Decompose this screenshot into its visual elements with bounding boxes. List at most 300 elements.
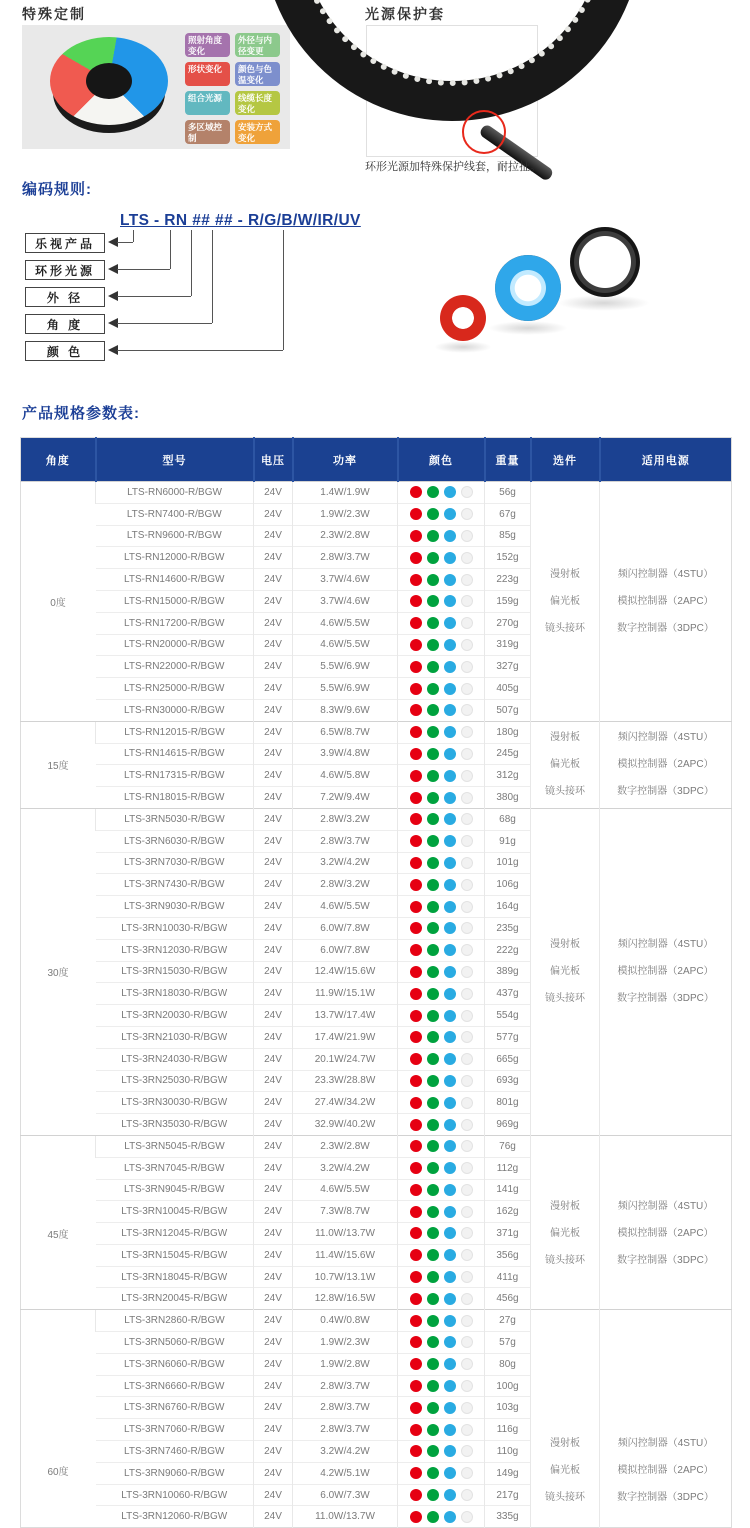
model-cell: LTS-RN22000-R/BGW: [96, 656, 254, 678]
model-cell: LTS-3RN15045-R/BGW: [96, 1244, 254, 1266]
green-dot-icon: [427, 1184, 439, 1196]
model-cell: LTS-3RN7460-R/BGW: [96, 1441, 254, 1463]
power-cell: 0.4W/0.8W: [293, 1310, 398, 1332]
model-cell: LTS-RN20000-R/BGW: [96, 634, 254, 656]
voltage-cell: 24V: [254, 547, 293, 569]
white-dot-icon: [461, 1489, 473, 1501]
color-dots-cell: [398, 830, 485, 852]
red-dot-icon: [410, 835, 422, 847]
model-cell: LTS-3RN30030-R/BGW: [96, 1092, 254, 1114]
model-cell: LTS-3RN5060-R/BGW: [96, 1332, 254, 1354]
white-dot-icon: [461, 683, 473, 695]
green-dot-icon: [427, 530, 439, 542]
red-dot-icon: [410, 1380, 422, 1392]
power-supply-cell-line: 频闪控制器（4STU）: [617, 732, 714, 744]
color-dots-cell: [398, 1441, 485, 1463]
power-supply-cell-line: 数字控制器（3DPC）: [617, 1492, 714, 1504]
voltage-cell: 24V: [254, 896, 293, 918]
green-dot-icon: [427, 595, 439, 607]
red-dot-icon: [410, 1336, 422, 1348]
weight-cell: 235g: [485, 917, 531, 939]
power-cell: 2.3W/2.8W: [293, 525, 398, 547]
model-cell: LTS-RN25000-R/BGW: [96, 678, 254, 700]
power-supply-cell-line: 频闪控制器（4STU）: [617, 939, 714, 951]
options-cell: [531, 482, 600, 722]
power-supply-cell: [600, 1135, 732, 1309]
green-dot-icon: [427, 552, 439, 564]
white-dot-icon: [461, 792, 473, 804]
voltage-cell: 24V: [254, 590, 293, 612]
weight-cell: 217g: [485, 1484, 531, 1506]
green-dot-icon: [427, 1380, 439, 1392]
power-cell: 3.2W/4.2W: [293, 852, 398, 874]
white-dot-icon: [461, 835, 473, 847]
red-dot-icon: [410, 1511, 422, 1523]
white-dot-icon: [461, 1075, 473, 1087]
voltage-cell: 24V: [254, 830, 293, 852]
color-dots-cell: [398, 1114, 485, 1136]
options-cell-line: 漫射板: [550, 732, 580, 744]
voltage-cell: 24V: [254, 852, 293, 874]
voltage-cell: 24V: [254, 1397, 293, 1419]
white-dot-icon: [461, 879, 473, 891]
blue-ring-light-image: [495, 255, 561, 321]
red-dot-icon: [410, 1184, 422, 1196]
color-dots-cell: [398, 1244, 485, 1266]
color-dots-cell: [398, 983, 485, 1005]
blue-dot-icon: [444, 1184, 456, 1196]
voltage-cell: 24V: [254, 678, 293, 700]
power-cell: 2.8W/3.7W: [293, 1375, 398, 1397]
voltage-cell: 24V: [254, 808, 293, 830]
red-dot-icon: [410, 1031, 422, 1043]
power-cell: 3.7W/4.6W: [293, 569, 398, 591]
white-dot-icon: [461, 966, 473, 978]
color-dots-cell: [398, 1332, 485, 1354]
column-header: 型号: [96, 438, 254, 482]
blue-dot-icon: [444, 1162, 456, 1174]
red-dot-icon: [410, 1249, 422, 1261]
white-dot-icon: [461, 901, 473, 913]
model-cell: LTS-3RN5045-R/BGW: [96, 1135, 254, 1157]
power-supply-cell-line: 模拟控制器（2APC）: [617, 595, 714, 607]
red-dot-icon: [410, 617, 422, 629]
model-cell: LTS-3RN20030-R/BGW: [96, 1005, 254, 1027]
red-dot-icon: [410, 726, 422, 738]
white-dot-icon: [461, 1380, 473, 1392]
model-cell: LTS-3RN25030-R/BGW: [96, 1070, 254, 1092]
white-dot-icon: [461, 922, 473, 934]
protective-cover-title: 光源保护套: [365, 6, 445, 22]
white-dot-icon: [461, 508, 473, 520]
color-dots-cell: [398, 1179, 485, 1201]
options-cell-line: 镜头接环: [545, 1255, 585, 1267]
custom-tag: 照射角度变化: [185, 33, 230, 57]
red-circle-annotation: [462, 110, 506, 154]
color-dots-cell: [398, 525, 485, 547]
blue-dot-icon: [444, 552, 456, 564]
color-dots-cell: [398, 1070, 485, 1092]
color-dots-cell: [398, 1310, 485, 1332]
connector-line: [283, 230, 284, 350]
voltage-cell: 24V: [254, 612, 293, 634]
red-dot-icon: [410, 683, 422, 695]
red-dot-icon: [410, 792, 422, 804]
power-supply-cell: [600, 808, 732, 1135]
white-dot-icon: [461, 1402, 473, 1414]
color-dots-cell: [398, 743, 485, 765]
weight-cell: 222g: [485, 939, 531, 961]
color-dots-cell: [398, 852, 485, 874]
voltage-cell: 24V: [254, 1266, 293, 1288]
blue-dot-icon: [444, 835, 456, 847]
white-dot-icon: [461, 1097, 473, 1109]
weight-cell: 80g: [485, 1353, 531, 1375]
ring-shadow: [558, 295, 650, 311]
white-dot-icon: [461, 574, 473, 586]
white-dot-icon: [461, 1184, 473, 1196]
green-dot-icon: [427, 1162, 439, 1174]
red-dot-icon: [410, 748, 422, 760]
weight-cell: 456g: [485, 1288, 531, 1310]
power-cell: 11.0W/13.7W: [293, 1223, 398, 1245]
voltage-cell: 24V: [254, 482, 293, 504]
weight-cell: 56g: [485, 482, 531, 504]
color-dots-cell: [398, 1506, 485, 1528]
special-custom-panel: [22, 25, 290, 149]
voltage-cell: 24V: [254, 1135, 293, 1157]
blue-dot-icon: [444, 813, 456, 825]
power-cell: 2.8W/3.7W: [293, 1419, 398, 1441]
blue-dot-icon: [444, 1053, 456, 1065]
power-cell: 5.5W/6.9W: [293, 656, 398, 678]
green-dot-icon: [427, 1140, 439, 1152]
connector-line: [117, 269, 170, 270]
red-dot-icon: [410, 1402, 422, 1414]
blue-dot-icon: [444, 1445, 456, 1457]
red-dot-icon: [410, 857, 422, 869]
column-header: 适用电源: [600, 438, 732, 482]
blue-dot-icon: [444, 1467, 456, 1479]
model-cell: LTS-RN17315-R/BGW: [96, 765, 254, 787]
green-dot-icon: [427, 966, 439, 978]
blue-dot-icon: [444, 1075, 456, 1087]
weight-cell: 27g: [485, 1310, 531, 1332]
green-dot-icon: [427, 1053, 439, 1065]
color-dots-cell: [398, 699, 485, 721]
weight-cell: 141g: [485, 1179, 531, 1201]
options-cell-line: 镜头接环: [545, 786, 585, 798]
power-cell: 6.0W/7.8W: [293, 917, 398, 939]
white-dot-icon: [461, 1511, 473, 1523]
weight-cell: 101g: [485, 852, 531, 874]
weight-cell: 335g: [485, 1506, 531, 1528]
voltage-cell: 24V: [254, 525, 293, 547]
red-dot-icon: [410, 922, 422, 934]
model-cell: LTS-RN14600-R/BGW: [96, 569, 254, 591]
red-dot-icon: [410, 770, 422, 782]
power-cell: 5.5W/6.9W: [293, 678, 398, 700]
custom-tag: 组合光源: [185, 91, 230, 115]
voltage-cell: 24V: [254, 1462, 293, 1484]
red-dot-icon: [410, 1467, 422, 1479]
voltage-cell: 24V: [254, 656, 293, 678]
power-cell: 4.2W/5.1W: [293, 1462, 398, 1484]
ring-light-color-wheel-image: [50, 37, 168, 135]
options-cell: [531, 808, 600, 1135]
blue-dot-icon: [444, 922, 456, 934]
ring-shadow: [434, 341, 492, 353]
options-cell-line: 偏光板: [550, 1228, 580, 1240]
red-dot-icon: [410, 595, 422, 607]
color-dots-cell: [398, 503, 485, 525]
red-dot-icon: [410, 1097, 422, 1109]
voltage-cell: 24V: [254, 961, 293, 983]
power-cell: 1.9W/2.3W: [293, 1332, 398, 1354]
red-dot-icon: [410, 1162, 422, 1174]
custom-tag: 形状变化: [185, 62, 230, 86]
color-dots-cell: [398, 1353, 485, 1375]
options-cell: [531, 1135, 600, 1309]
voltage-cell: 24V: [254, 1244, 293, 1266]
power-cell: 11.0W/13.7W: [293, 1506, 398, 1528]
white-dot-icon: [461, 770, 473, 782]
blue-dot-icon: [444, 1140, 456, 1152]
blue-dot-icon: [444, 857, 456, 869]
power-cell: 3.2W/4.2W: [293, 1157, 398, 1179]
red-dot-icon: [410, 508, 422, 520]
blue-dot-icon: [444, 1380, 456, 1392]
blue-dot-icon: [444, 1271, 456, 1283]
model-cell: LTS-3RN7060-R/BGW: [96, 1419, 254, 1441]
angle-cell: 45度: [21, 1135, 96, 1309]
model-cell: LTS-3RN9045-R/BGW: [96, 1179, 254, 1201]
color-dots-cell: [398, 1397, 485, 1419]
voltage-cell: 24V: [254, 1157, 293, 1179]
white-dot-icon: [461, 1206, 473, 1218]
voltage-cell: 24V: [254, 1179, 293, 1201]
weight-cell: 112g: [485, 1157, 531, 1179]
weight-cell: 270g: [485, 612, 531, 634]
weight-cell: 76g: [485, 1135, 531, 1157]
red-dot-icon: [410, 1140, 422, 1152]
white-dot-icon: [461, 617, 473, 629]
white-dot-icon: [461, 1162, 473, 1174]
power-supply-cell-line: 数字控制器（3DPC）: [617, 1255, 714, 1267]
weight-cell: 577g: [485, 1026, 531, 1048]
custom-tag: 多区域控制: [185, 120, 230, 144]
white-dot-icon: [461, 704, 473, 716]
voltage-cell: 24V: [254, 1484, 293, 1506]
green-dot-icon: [427, 486, 439, 498]
blue-dot-icon: [444, 1119, 456, 1131]
white-dot-icon: [461, 639, 473, 651]
options-cell-line: 漫射板: [550, 1201, 580, 1213]
model-cell: LTS-3RN21030-R/BGW: [96, 1026, 254, 1048]
weight-cell: 67g: [485, 503, 531, 525]
ring-shadow: [488, 321, 568, 335]
weight-cell: 371g: [485, 1223, 531, 1245]
power-cell: 10.7W/13.1W: [293, 1266, 398, 1288]
red-dot-icon: [410, 1075, 422, 1087]
custom-option-tags: [185, 33, 283, 144]
power-cell: 20.1W/24.7W: [293, 1048, 398, 1070]
power-supply-cell-line: 数字控制器（3DPC）: [617, 786, 714, 798]
blue-dot-icon: [444, 1424, 456, 1436]
connector-line: [170, 230, 171, 269]
white-dot-icon: [461, 1140, 473, 1152]
table-row: [21, 1135, 732, 1157]
white-dot-icon: [461, 1053, 473, 1065]
white-dot-icon: [461, 1119, 473, 1131]
voltage-cell: 24V: [254, 1441, 293, 1463]
white-dot-icon: [461, 1010, 473, 1022]
white-dot-icon: [461, 944, 473, 956]
red-dot-icon: [410, 1271, 422, 1283]
color-dots-cell: [398, 612, 485, 634]
power-cell: 7.3W/8.7W: [293, 1201, 398, 1223]
blue-dot-icon: [444, 901, 456, 913]
model-cell: LTS-3RN10045-R/BGW: [96, 1201, 254, 1223]
green-dot-icon: [427, 508, 439, 520]
color-dots-cell: [398, 1135, 485, 1157]
options-cell-line: 漫射板: [550, 1438, 580, 1450]
table-row: [21, 482, 732, 504]
green-dot-icon: [427, 988, 439, 1000]
weight-cell: 801g: [485, 1092, 531, 1114]
green-dot-icon: [427, 1075, 439, 1087]
weight-cell: 665g: [485, 1048, 531, 1070]
coding-diagram: [20, 210, 365, 365]
green-dot-icon: [427, 835, 439, 847]
weight-cell: 152g: [485, 547, 531, 569]
weight-cell: 159g: [485, 590, 531, 612]
power-cell: 1.9W/2.8W: [293, 1353, 398, 1375]
model-cell: LTS-3RN6060-R/BGW: [96, 1353, 254, 1375]
white-dot-icon: [461, 1031, 473, 1043]
green-dot-icon: [427, 901, 439, 913]
color-dots-cell: [398, 1201, 485, 1223]
blue-dot-icon: [444, 1315, 456, 1327]
model-cell: LTS-3RN6660-R/BGW: [96, 1375, 254, 1397]
green-dot-icon: [427, 1336, 439, 1348]
power-cell: 2.3W/2.8W: [293, 1135, 398, 1157]
green-dot-icon: [427, 1010, 439, 1022]
power-cell: 6.0W/7.3W: [293, 1484, 398, 1506]
options-cell-line: 偏光板: [550, 595, 580, 607]
voltage-cell: 24V: [254, 787, 293, 809]
blue-dot-icon: [444, 966, 456, 978]
voltage-cell: 24V: [254, 1506, 293, 1528]
blue-dot-icon: [444, 1511, 456, 1523]
ring-hole: [86, 63, 132, 99]
voltage-cell: 24V: [254, 1353, 293, 1375]
options-cell-line: 漫射板: [550, 568, 580, 580]
weight-cell: 405g: [485, 678, 531, 700]
blue-dot-icon: [444, 1358, 456, 1370]
column-header: 功率: [293, 438, 398, 482]
connector-line: [191, 230, 192, 296]
weight-cell: 507g: [485, 699, 531, 721]
column-header: 角度: [21, 438, 96, 482]
angle-cell: 30度: [21, 808, 96, 1135]
red-dot-icon: [410, 1227, 422, 1239]
connector-line: [117, 350, 283, 351]
column-header: 重量: [485, 438, 531, 482]
white-dot-icon: [461, 857, 473, 869]
weight-cell: 389g: [485, 961, 531, 983]
power-cell: 2.8W/3.7W: [293, 1397, 398, 1419]
blue-dot-icon: [444, 1227, 456, 1239]
voltage-cell: 24V: [254, 743, 293, 765]
table-row: [21, 1310, 732, 1332]
color-dots-cell: [398, 1484, 485, 1506]
product-rings-image: [400, 195, 730, 380]
red-dot-icon: [410, 574, 422, 586]
white-dot-icon: [461, 1271, 473, 1283]
voltage-cell: 24V: [254, 939, 293, 961]
color-dots-cell: [398, 721, 485, 743]
green-dot-icon: [427, 748, 439, 760]
green-dot-icon: [427, 1402, 439, 1414]
voltage-cell: 24V: [254, 874, 293, 896]
green-dot-icon: [427, 1031, 439, 1043]
blue-dot-icon: [444, 1010, 456, 1022]
weight-cell: 100g: [485, 1375, 531, 1397]
model-cell: LTS-RN30000-R/BGW: [96, 699, 254, 721]
color-dots-cell: [398, 1288, 485, 1310]
color-dots-cell: [398, 678, 485, 700]
power-cell: 1.9W/2.3W: [293, 503, 398, 525]
green-dot-icon: [427, 1249, 439, 1261]
voltage-cell: 24V: [254, 1310, 293, 1332]
power-cell: 11.4W/15.6W: [293, 1244, 398, 1266]
red-dot-icon: [410, 1445, 422, 1457]
weight-cell: 554g: [485, 1005, 531, 1027]
blue-dot-icon: [444, 1249, 456, 1261]
model-code-formula: LTS - RN ## ## - R/G/B/W/IR/UV: [120, 212, 361, 229]
model-cell: LTS-3RN18045-R/BGW: [96, 1266, 254, 1288]
power-cell: 17.4W/21.9W: [293, 1026, 398, 1048]
power-supply-cell-line: 数字控制器（3DPC）: [617, 622, 714, 634]
voltage-cell: 24V: [254, 1223, 293, 1245]
weight-cell: 164g: [485, 896, 531, 918]
weight-cell: 180g: [485, 721, 531, 743]
color-dots-cell: [398, 656, 485, 678]
blue-dot-icon: [444, 683, 456, 695]
green-dot-icon: [427, 1119, 439, 1131]
color-dots-cell: [398, 1375, 485, 1397]
blue-dot-icon: [444, 792, 456, 804]
column-header: 电压: [254, 438, 293, 482]
weight-cell: 116g: [485, 1419, 531, 1441]
blue-dot-icon: [444, 595, 456, 607]
power-cell: 11.9W/15.1W: [293, 983, 398, 1005]
voltage-cell: 24V: [254, 983, 293, 1005]
voltage-cell: 24V: [254, 1375, 293, 1397]
green-dot-icon: [427, 704, 439, 716]
code-part-label-box: 乐视产品: [25, 233, 105, 253]
model-cell: LTS-3RN10060-R/BGW: [96, 1484, 254, 1506]
weight-cell: 312g: [485, 765, 531, 787]
white-dot-icon: [461, 813, 473, 825]
green-dot-icon: [427, 792, 439, 804]
model-cell: LTS-3RN15030-R/BGW: [96, 961, 254, 983]
green-dot-icon: [427, 1097, 439, 1109]
green-dot-icon: [427, 1424, 439, 1436]
blue-dot-icon: [444, 704, 456, 716]
power-cell: 23.3W/28.8W: [293, 1070, 398, 1092]
